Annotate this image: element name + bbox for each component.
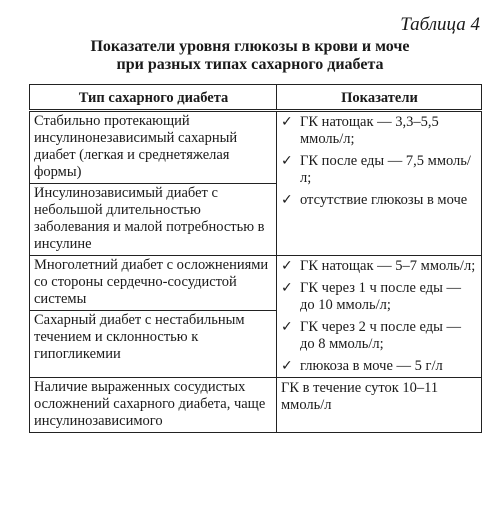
checkmark-icon: ✓ <box>281 319 293 335</box>
table-title-line-1: Показатели уровня глюкозы в крови и моче <box>90 38 410 55</box>
indicator-item: ✓ отсутствие глюкозы в моче <box>281 192 468 208</box>
table-row <box>30 111 482 256</box>
header-indicators: Показатели <box>277 85 482 111</box>
checkmark-icon: ✓ <box>281 258 293 274</box>
indicator-item: ✓ ГК натощак — 3,3–5,5 ммоль/л; <box>281 114 439 147</box>
indicators-cell <box>277 378 482 433</box>
indicator-item: ✓ глюкоза в моче — 5 г/л <box>281 358 443 374</box>
table-header-row <box>30 85 482 111</box>
table-title <box>0 38 500 74</box>
checkmark-icon: ✓ <box>281 114 293 130</box>
table-row <box>30 256 482 378</box>
checkmark-icon: ✓ <box>281 192 293 208</box>
header-diabetes-type: Тип сахарного диабета <box>30 85 277 111</box>
type-cell <box>30 378 277 433</box>
diabetes-type: Стабильно протекающий инсулинонезависимый сахарный диабет (легкая и среднетяжелая формы) <box>34 113 238 180</box>
table-title-line-2: при разных типах сахарного диабета <box>116 56 384 73</box>
diabetes-type: Наличие выраженных сосудистых осложнений сахарного диабета, чаще инсулинозависимого <box>34 379 266 429</box>
diabetes-type: Инсулинозависимый диабет с небольшой длительностью заболевания и малой потребностью в инсулине <box>30 183 276 255</box>
indicator-item: ✓ ГК натощак — 5–7 ммоль/л; <box>281 258 476 274</box>
checkmark-icon: ✓ <box>281 153 293 169</box>
checkmark-icon: ✓ <box>281 358 293 374</box>
indicator-text: ГК в течение суток 10–11 ммоль/л <box>281 380 439 413</box>
type-cell <box>30 111 277 256</box>
table-caption: Таблица 4 <box>400 14 480 35</box>
indicator-item: ✓ ГК после еды — 7,5 ммоль/л; <box>281 153 471 186</box>
checkmark-icon: ✓ <box>281 280 293 296</box>
type-cell <box>30 256 277 378</box>
indicator-item: ✓ ГК через 1 ч после еды — до 10 ммоль/л; <box>281 280 462 313</box>
indicators-cell <box>277 256 482 378</box>
diabetes-type: Сахарный диабет с нестабильным течением и склонностью к гипогликемии <box>30 310 276 365</box>
table-row <box>30 378 482 433</box>
diabetes-type: Многолетний диабет с осложнениями со стороны сердечно-сосудистой системы <box>34 257 269 307</box>
indicators-cell <box>277 111 482 256</box>
indicator-list <box>281 256 478 377</box>
glucose-table <box>29 84 482 433</box>
indicator-list <box>281 112 478 211</box>
indicator-item: ✓ ГК через 2 ч после еды — до 8 ммоль/л; <box>281 319 462 352</box>
